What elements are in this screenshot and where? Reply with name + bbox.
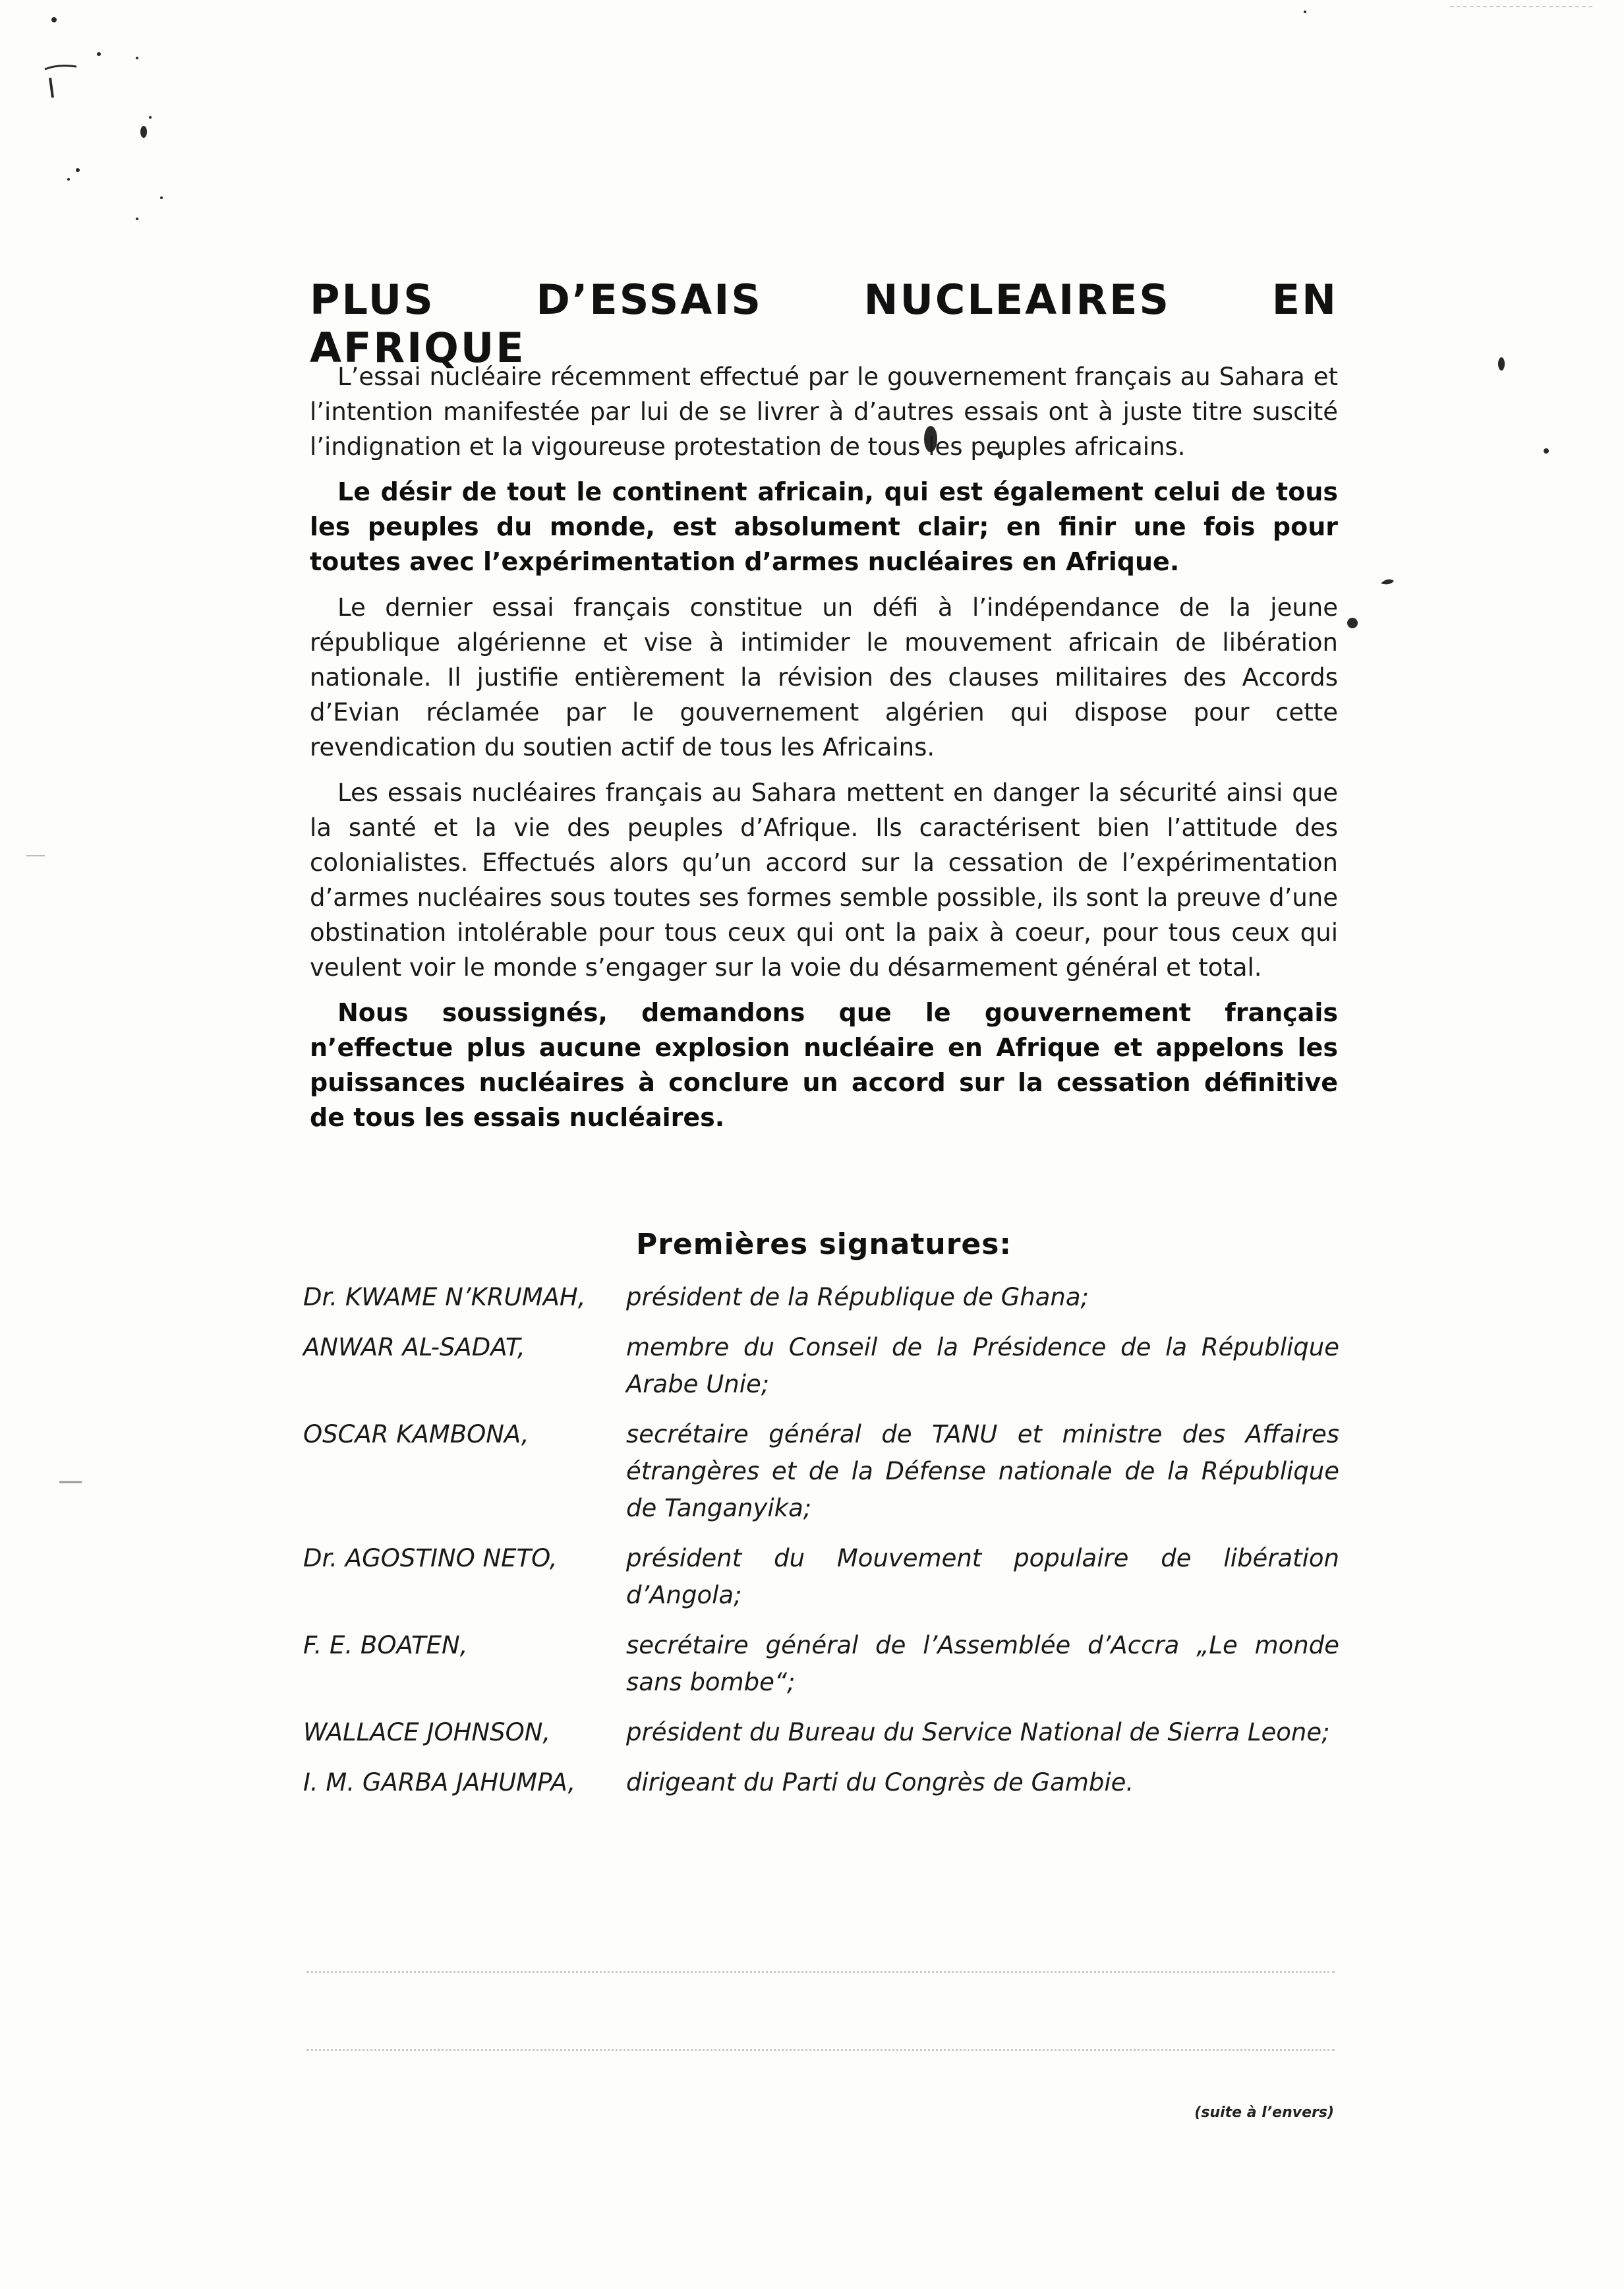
signatory-name: ANWAR AL-SADAT, (303, 1333, 525, 1361)
signature-row (303, 1416, 1339, 1527)
signatory-name: OSCAR KAMBONA, (303, 1420, 529, 1448)
signatory-role: président de la République de Ghana; (626, 1283, 1089, 1311)
signatory-role: dirigeant du Parti du Congrès de Gambie. (626, 1768, 1134, 1797)
signature-row (303, 1329, 1339, 1403)
paragraph-intro: L’essai nucléaire récemment effectué par le gouvernement français au Sahara et l’intention manifestée par lui de se livrer à d’autres essais ont à juste titre suscité l’indignation et la vigoureuse protestation de tous les peuples africains. (310, 363, 1338, 461)
signature-row (303, 1714, 1339, 1751)
signatory-name: WALLACE JOHNSON, (303, 1718, 551, 1746)
signatures-list (303, 1279, 1339, 1814)
signatory-role: membre du Conseil de la Présidence de la République Arabe Unie; (626, 1333, 1339, 1398)
signature-row (303, 1764, 1339, 1801)
signatures-heading: Premières signatures: (635, 1228, 1012, 1261)
signatory-role: secrétaire général de l’Assemblée d’Accra „Le monde sans bombe“; (626, 1631, 1339, 1696)
signatory-role: président du Bureau du Service National de Sierra Leone; (626, 1718, 1330, 1746)
signatory-name: Dr. AGOSTINO NETO, (303, 1544, 558, 1572)
signatory-name: F. E. BOATEN, (303, 1631, 468, 1659)
signature-row (303, 1627, 1339, 1701)
paragraph-danger: Les essais nucléaires français au Sahara mettent en danger la sécurité ainsi que la santé et la vie des peuples d’Afrique. Ils caractérisent bien l’attitude des colonialistes. Effectués alors qu’un accord sur la cessation de l’expérimentation d’armes nucléaires sous toutes ses formes semble possible, ils sont la preuve d’une obstination intolérable pour tous ceux qui ont la paix à coeur, pour tous ceux qui veulent voir le monde s’engager sur la voie du désarmement général et total. (310, 779, 1338, 982)
paragraph-petition: Nous soussignés, demandons que le gouvernement français n’effectue plus aucune explosion nucléaire en Afrique et appelons les puissances nucléaires à conclure un accord sur la cessation définitive de tous les essais nucléaires. (310, 998, 1338, 1132)
signature-row (303, 1540, 1339, 1614)
signature-row (303, 1279, 1339, 1316)
paragraph-continental-demand: Le désir de tout le continent africain, qui est également celui de tous les peuples du monde, est absolument clair; en finir une fois pour toutes avec l’expérimentation d’armes nucléaires en Afrique. (310, 477, 1338, 576)
signature-blank-line (306, 1971, 1335, 1973)
signature-blank-line (306, 2049, 1335, 2051)
signatory-role: secrétaire général de TANU et ministre des Affaires étrangères et de la Défense nationale de la République de Tanganyika; (626, 1420, 1339, 1522)
signatory-name: Dr. KWAME N’KRUMAH, (303, 1283, 586, 1311)
signatory-role: président du Mouvement populaire de libération d’Angola; (626, 1544, 1339, 1609)
page-title: PLUS D’ESSAIS NUCLEAIRES EN AFRIQUE (310, 276, 1338, 372)
paragraph-algeria: Le dernier essai français constitue un défi à l’indépendance de la jeune république algérienne et vise à intimider le mouvement africain de libération nationale. Il justifie entièrement la révision des clauses militaires des Accords d’Evian réclamée par le gouvernement algérien qui dispose pour cette revendication du soutien actif de tous les Africains. (310, 593, 1338, 761)
footer-note: (suite à l’envers) (1194, 2104, 1334, 2121)
body-text (310, 359, 1338, 1146)
signatory-name: I. M. GARBA JAHUMPA, (303, 1768, 576, 1797)
